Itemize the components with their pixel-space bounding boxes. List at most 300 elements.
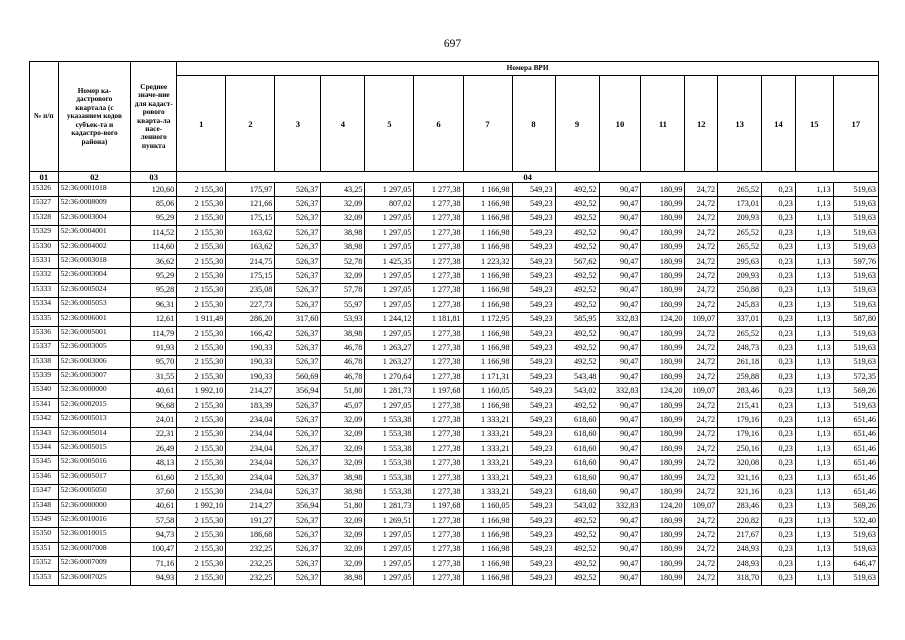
vri-value-cell: 180,99	[641, 513, 685, 527]
header-vri-5: 5	[365, 76, 414, 172]
vri-value-cell: 332,83	[599, 384, 641, 398]
vri-value-cell: 90,47	[599, 427, 641, 441]
vri-value-cell: 0,23	[762, 298, 796, 312]
table-row	[30, 254, 879, 268]
vri-value-cell: 1 166,98	[463, 183, 512, 197]
vri-value-cell: 1 166,98	[463, 513, 512, 527]
row-number-cell: 15344	[30, 442, 59, 456]
vri-value-cell: 1 166,98	[463, 283, 512, 297]
vri-value-cell: 90,47	[599, 211, 641, 225]
vri-value-cell: 24,72	[685, 456, 718, 470]
vri-value-cell: 2 155,30	[177, 370, 226, 384]
table-row	[30, 298, 879, 312]
vri-value-cell: 526,37	[275, 542, 321, 556]
vri-value-cell: 1,13	[795, 485, 833, 499]
row-number-cell: 15343	[30, 427, 59, 441]
vri-value-cell: 1 166,98	[463, 197, 512, 211]
vri-value-cell: 214,27	[226, 384, 275, 398]
vri-value-cell: 1 297,05	[365, 240, 414, 254]
vri-value-cell: 180,99	[641, 427, 685, 441]
vri-value-cell: 190,33	[226, 355, 275, 369]
vri-value-cell: 549,23	[512, 312, 555, 326]
row-number-cell: 15341	[30, 398, 59, 412]
vri-value-cell: 259,88	[718, 370, 762, 384]
vri-value-cell: 1,13	[795, 269, 833, 283]
vri-value-cell: 24,72	[685, 528, 718, 542]
vri-value-cell: 1,13	[795, 326, 833, 340]
average-value-cell: 40,61	[131, 499, 177, 513]
cadastral-quarter-cell: 52:36:0010016	[58, 513, 131, 527]
vri-value-cell: 1,13	[795, 427, 833, 441]
vri-value-cell: 1,13	[795, 571, 833, 585]
vri-value-cell: 1 277,38	[414, 571, 463, 585]
vri-value-cell: 283,46	[718, 384, 762, 398]
cadastral-quarter-cell: 52:36:0005015	[58, 442, 131, 456]
vri-value-cell: 1,13	[795, 384, 833, 398]
vri-value-cell: 1 333,21	[463, 427, 512, 441]
vri-value-cell: 519,63	[833, 528, 878, 542]
vri-value-cell: 492,52	[555, 298, 599, 312]
vri-value-cell: 1,13	[795, 528, 833, 542]
vri-value-cell: 526,37	[275, 571, 321, 585]
vri-value-cell: 0,23	[762, 427, 796, 441]
vri-value-cell: 1 297,05	[365, 528, 414, 542]
vri-value-cell: 560,69	[275, 370, 321, 384]
header-vri-3: 3	[275, 76, 321, 172]
table-row	[30, 485, 879, 499]
table-row	[30, 370, 879, 384]
vri-value-cell: 492,52	[555, 240, 599, 254]
vri-value-cell: 32,09	[321, 542, 365, 556]
vri-value-cell: 190,33	[226, 370, 275, 384]
vri-value-cell: 492,52	[555, 355, 599, 369]
vri-value-cell: 1 277,38	[414, 240, 463, 254]
vri-value-cell: 180,99	[641, 370, 685, 384]
vri-value-cell: 265,52	[718, 226, 762, 240]
vri-value-cell: 332,83	[599, 312, 641, 326]
vri-value-cell: 245,83	[718, 298, 762, 312]
vri-value-cell: 549,23	[512, 427, 555, 441]
vri-value-cell: 24,72	[685, 513, 718, 527]
vri-value-cell: 526,37	[275, 197, 321, 211]
row-number-cell: 15326	[30, 183, 59, 197]
vri-value-cell: 24,72	[685, 183, 718, 197]
cadastral-quarter-cell: 52:36:0003018	[58, 254, 131, 268]
vri-value-cell: 1 297,05	[365, 398, 414, 412]
vri-value-cell: 492,52	[555, 542, 599, 556]
vri-value-cell: 1 197,68	[414, 499, 463, 513]
vri-value-cell: 2 155,30	[177, 557, 226, 571]
table-row	[30, 211, 879, 225]
average-value-cell: 100,47	[131, 542, 177, 556]
vri-value-cell: 109,07	[685, 384, 718, 398]
vri-value-cell: 90,47	[599, 485, 641, 499]
row-number-cell: 15333	[30, 283, 59, 297]
cadastral-quarter-cell: 52:36:0005017	[58, 470, 131, 484]
vri-value-cell: 1 166,98	[463, 341, 512, 355]
vri-value-cell: 1 333,21	[463, 485, 512, 499]
vri-value-cell: 492,52	[555, 326, 599, 340]
vri-value-cell: 318,70	[718, 571, 762, 585]
vri-value-cell: 32,09	[321, 269, 365, 283]
vri-value-cell: 0,23	[762, 442, 796, 456]
average-value-cell: 85,06	[131, 197, 177, 211]
vri-value-cell: 519,63	[833, 571, 878, 585]
row-number-cell: 15336	[30, 326, 59, 340]
vri-value-cell: 2 155,30	[177, 240, 226, 254]
vri-value-cell: 2 155,30	[177, 355, 226, 369]
row-number-cell: 15327	[30, 197, 59, 211]
vri-value-cell: 209,93	[718, 269, 762, 283]
vri-value-cell: 1 197,68	[414, 384, 463, 398]
vri-value-cell: 1 333,21	[463, 413, 512, 427]
cadastral-quarter-cell: 52:36:0003006	[58, 355, 131, 369]
table-row	[30, 557, 879, 571]
average-value-cell: 31,55	[131, 370, 177, 384]
vri-value-cell: 173,01	[718, 197, 762, 211]
vri-value-cell: 0,23	[762, 398, 796, 412]
vri-value-cell: 1 333,21	[463, 456, 512, 470]
vri-value-cell: 549,23	[512, 341, 555, 355]
vri-value-cell: 1 277,38	[414, 528, 463, 542]
vri-value-cell: 180,99	[641, 413, 685, 427]
row-number-cell: 15346	[30, 470, 59, 484]
vri-value-cell: 549,23	[512, 370, 555, 384]
vri-value-cell: 24,72	[685, 269, 718, 283]
vri-value-cell: 2 155,30	[177, 456, 226, 470]
vri-value-cell: 549,23	[512, 240, 555, 254]
vri-value-cell: 183,39	[226, 398, 275, 412]
vri-value-cell: 526,37	[275, 427, 321, 441]
vri-value-cell: 1 270,64	[365, 370, 414, 384]
vri-value-cell: 217,67	[718, 528, 762, 542]
vri-value-cell: 2 155,30	[177, 442, 226, 456]
vri-value-cell: 0,23	[762, 557, 796, 571]
vri-value-cell: 492,52	[555, 211, 599, 225]
vri-value-cell: 1 281,73	[365, 384, 414, 398]
table-row	[30, 226, 879, 240]
vri-value-cell: 32,09	[321, 427, 365, 441]
vri-value-cell: 43,25	[321, 183, 365, 197]
row-number-cell: 15339	[30, 370, 59, 384]
vri-value-cell: 1 166,98	[463, 557, 512, 571]
vri-value-cell: 549,23	[512, 384, 555, 398]
table-row	[30, 326, 879, 340]
average-value-cell: 12,61	[131, 312, 177, 326]
header-vri-14: 14	[762, 76, 796, 172]
vri-value-cell: 549,23	[512, 355, 555, 369]
vri-value-cell: 124,20	[641, 384, 685, 398]
vri-value-cell: 1,13	[795, 470, 833, 484]
header-vri-8: 8	[512, 76, 555, 172]
vri-value-cell: 0,23	[762, 499, 796, 513]
vri-value-cell: 90,47	[599, 226, 641, 240]
vri-value-cell: 90,47	[599, 442, 641, 456]
vri-value-cell: 1 992,10	[177, 499, 226, 513]
vri-value-cell: 0,23	[762, 528, 796, 542]
vri-value-cell: 1,13	[795, 413, 833, 427]
vri-value-cell: 232,25	[226, 557, 275, 571]
average-value-cell: 26,49	[131, 442, 177, 456]
vri-value-cell: 32,09	[321, 513, 365, 527]
vri-value-cell: 519,63	[833, 542, 878, 556]
vri-value-cell: 532,40	[833, 513, 878, 527]
vri-value-cell: 2 155,30	[177, 571, 226, 585]
vri-value-cell: 90,47	[599, 370, 641, 384]
vri-value-cell: 549,23	[512, 211, 555, 225]
vri-value-cell: 618,60	[555, 413, 599, 427]
row-number-cell: 15335	[30, 312, 59, 326]
vri-value-cell: 175,15	[226, 211, 275, 225]
table-row	[30, 283, 879, 297]
row-number-cell: 15352	[30, 557, 59, 571]
cadastral-quarter-cell: 52:36:0000000	[58, 384, 131, 398]
vri-value-cell: 526,37	[275, 298, 321, 312]
vri-value-cell: 1,13	[795, 456, 833, 470]
vri-value-cell: 2 155,30	[177, 542, 226, 556]
table-row	[30, 240, 879, 254]
row-number-cell: 15345	[30, 456, 59, 470]
row-number-cell: 15330	[30, 240, 59, 254]
vri-value-cell: 220,82	[718, 513, 762, 527]
vri-value-cell: 1 166,98	[463, 269, 512, 283]
vri-value-cell: 1 277,38	[414, 254, 463, 268]
vri-value-cell: 1 166,98	[463, 355, 512, 369]
vri-value-cell: 526,37	[275, 326, 321, 340]
row-number-cell: 15332	[30, 269, 59, 283]
table-row	[30, 470, 879, 484]
vri-value-cell: 549,23	[512, 456, 555, 470]
vri-value-cell: 232,25	[226, 542, 275, 556]
vri-value-cell: 1,13	[795, 183, 833, 197]
vri-value-cell: 492,52	[555, 398, 599, 412]
vri-value-cell: 1,13	[795, 442, 833, 456]
vri-value-cell: 38,98	[321, 226, 365, 240]
vri-value-cell: 180,99	[641, 226, 685, 240]
vri-value-cell: 1 553,38	[365, 470, 414, 484]
vri-value-cell: 1,13	[795, 398, 833, 412]
vri-value-cell: 190,33	[226, 341, 275, 355]
header-vri-9: 9	[555, 76, 599, 172]
vri-value-cell: 163,62	[226, 240, 275, 254]
column-number-01: 01	[30, 172, 59, 183]
vri-value-cell: 90,47	[599, 571, 641, 585]
cadastral-quarter-cell: 52:36:0005016	[58, 456, 131, 470]
vri-value-cell: 0,23	[762, 542, 796, 556]
vri-value-cell: 24,72	[685, 442, 718, 456]
average-value-cell: 36,62	[131, 254, 177, 268]
vri-value-cell: 618,60	[555, 470, 599, 484]
vri-value-cell: 0,23	[762, 571, 796, 585]
vri-value-cell: 519,63	[833, 341, 878, 355]
vri-value-cell: 519,63	[833, 197, 878, 211]
vri-value-cell: 265,52	[718, 183, 762, 197]
cadastral-quarter-cell: 52:36:0005053	[58, 298, 131, 312]
vri-value-cell: 526,37	[275, 456, 321, 470]
vri-value-cell: 1 277,38	[414, 413, 463, 427]
vri-value-cell: 55,97	[321, 298, 365, 312]
vri-value-cell: 2 155,30	[177, 326, 226, 340]
vri-value-cell: 2 155,30	[177, 470, 226, 484]
vri-value-cell: 24,72	[685, 355, 718, 369]
row-number-cell: 15328	[30, 211, 59, 225]
vri-value-cell: 1 297,05	[365, 298, 414, 312]
cadastral-quarter-cell: 52:36:0010015	[58, 528, 131, 542]
vri-value-cell: 1 297,05	[365, 571, 414, 585]
vri-value-cell: 24,72	[685, 485, 718, 499]
vri-value-cell: 1 181,81	[414, 312, 463, 326]
vri-value-cell: 1 297,05	[365, 283, 414, 297]
vri-value-cell: 180,99	[641, 269, 685, 283]
vri-value-cell: 317,60	[275, 312, 321, 326]
vri-value-cell: 180,99	[641, 571, 685, 585]
vri-value-cell: 618,60	[555, 427, 599, 441]
vri-value-cell: 549,23	[512, 470, 555, 484]
vri-value-cell: 90,47	[599, 283, 641, 297]
vri-value-cell: 90,47	[599, 183, 641, 197]
vri-value-cell: 519,63	[833, 283, 878, 297]
vri-value-cell: 543,02	[555, 384, 599, 398]
vri-value-cell: 549,23	[512, 413, 555, 427]
vri-value-cell: 1 277,38	[414, 442, 463, 456]
vri-value-cell: 180,99	[641, 557, 685, 571]
vri-value-cell: 549,23	[512, 269, 555, 283]
vri-value-cell: 0,23	[762, 355, 796, 369]
vri-value-cell: 519,63	[833, 355, 878, 369]
vri-value-cell: 90,47	[599, 355, 641, 369]
vri-value-cell: 0,23	[762, 197, 796, 211]
vri-value-cell: 180,99	[641, 211, 685, 225]
vri-value-cell: 2 155,30	[177, 269, 226, 283]
vri-value-cell: 651,46	[833, 470, 878, 484]
vri-value-cell: 1 166,98	[463, 211, 512, 225]
vri-value-cell: 567,62	[555, 254, 599, 268]
header-vri-15: 15	[795, 76, 833, 172]
cadastral-quarter-cell: 52:36:0005050	[58, 485, 131, 499]
vri-value-cell: 1 263,27	[365, 341, 414, 355]
average-value-cell: 95,29	[131, 211, 177, 225]
vri-value-cell: 24,72	[685, 413, 718, 427]
vri-value-cell: 1 297,05	[365, 557, 414, 571]
average-value-cell: 71,16	[131, 557, 177, 571]
vri-value-cell: 587,80	[833, 312, 878, 326]
vri-value-cell: 321,16	[718, 470, 762, 484]
vri-value-cell: 526,37	[275, 557, 321, 571]
vri-value-cell: 651,46	[833, 485, 878, 499]
vri-value-cell: 45,07	[321, 398, 365, 412]
vri-value-cell: 1,13	[795, 254, 833, 268]
vri-value-cell: 2 155,30	[177, 197, 226, 211]
vri-value-cell: 1 166,98	[463, 240, 512, 254]
vri-value-cell: 0,23	[762, 183, 796, 197]
table-row	[30, 384, 879, 398]
vri-value-cell: 180,99	[641, 254, 685, 268]
vri-value-cell: 1,13	[795, 211, 833, 225]
vri-value-cell: 32,09	[321, 197, 365, 211]
vri-value-cell: 492,52	[555, 571, 599, 585]
vri-value-cell: 549,23	[512, 326, 555, 340]
average-value-cell: 95,70	[131, 355, 177, 369]
table-row	[30, 499, 879, 513]
vri-value-cell: 57,78	[321, 283, 365, 297]
vri-value-cell: 121,66	[226, 197, 275, 211]
vri-value-cell: 332,83	[599, 499, 641, 513]
cadastral-quarter-cell: 52:36:0004002	[58, 240, 131, 254]
row-number-cell: 15340	[30, 384, 59, 398]
vri-value-cell: 175,97	[226, 183, 275, 197]
vri-value-cell: 179,16	[718, 413, 762, 427]
row-number-cell: 15348	[30, 499, 59, 513]
vri-value-cell: 1 277,38	[414, 341, 463, 355]
vri-value-cell: 1 223,32	[463, 254, 512, 268]
average-value-cell: 22,31	[131, 427, 177, 441]
vri-value-cell: 180,99	[641, 183, 685, 197]
vri-value-cell: 1 166,98	[463, 571, 512, 585]
vri-value-cell: 1 297,05	[365, 211, 414, 225]
vri-value-cell: 24,72	[685, 226, 718, 240]
vri-value-cell: 1 166,98	[463, 542, 512, 556]
vri-value-cell: 492,52	[555, 528, 599, 542]
row-number-cell: 15334	[30, 298, 59, 312]
row-number-cell: 15342	[30, 413, 59, 427]
vri-value-cell: 24,72	[685, 398, 718, 412]
vri-value-cell: 0,23	[762, 312, 796, 326]
cadastral-quarter-cell: 52:36:0006001	[58, 312, 131, 326]
cadastral-quarter-cell: 52:36:0001018	[58, 183, 131, 197]
vri-value-cell: 597,76	[833, 254, 878, 268]
vri-value-cell: 1 166,98	[463, 298, 512, 312]
average-value-cell: 114,52	[131, 226, 177, 240]
vri-value-cell: 0,23	[762, 326, 796, 340]
vri-value-cell: 38,98	[321, 240, 365, 254]
vri-value-cell: 492,52	[555, 341, 599, 355]
vri-value-cell: 2 155,30	[177, 211, 226, 225]
vri-value-cell: 90,47	[599, 197, 641, 211]
vri-value-cell: 2 155,30	[177, 226, 226, 240]
vri-value-cell: 549,23	[512, 485, 555, 499]
vri-value-cell: 124,20	[641, 499, 685, 513]
vri-value-cell: 234,04	[226, 413, 275, 427]
cadastral-quarter-cell: 52:36:0002015	[58, 398, 131, 412]
vri-value-cell: 186,68	[226, 528, 275, 542]
vri-value-cell: 265,52	[718, 326, 762, 340]
row-number-cell: 15349	[30, 513, 59, 527]
vri-value-cell: 1,13	[795, 557, 833, 571]
vri-value-cell: 38,98	[321, 485, 365, 499]
cadastral-quarter-cell: 52:36:0007008	[58, 542, 131, 556]
vri-value-cell: 234,04	[226, 456, 275, 470]
vri-value-cell: 90,47	[599, 470, 641, 484]
vri-value-cell: 1 277,38	[414, 485, 463, 499]
table-row	[30, 427, 879, 441]
vri-value-cell: 549,23	[512, 499, 555, 513]
vri-value-cell: 1 297,05	[365, 542, 414, 556]
vri-value-cell: 1 553,38	[365, 456, 414, 470]
vri-value-cell: 526,37	[275, 226, 321, 240]
vri-value-cell: 519,63	[833, 183, 878, 197]
vri-value-cell: 519,63	[833, 298, 878, 312]
vri-value-cell: 32,09	[321, 528, 365, 542]
vri-value-cell: 166,42	[226, 326, 275, 340]
vri-value-cell: 1 297,05	[365, 326, 414, 340]
vri-value-cell: 585,95	[555, 312, 599, 326]
vri-value-cell: 519,63	[833, 226, 878, 240]
column-number-04: 04	[177, 172, 879, 183]
vri-value-cell: 248,93	[718, 542, 762, 556]
header-vri-7: 7	[463, 76, 512, 172]
row-number-cell: 15351	[30, 542, 59, 556]
vri-value-cell: 180,99	[641, 197, 685, 211]
